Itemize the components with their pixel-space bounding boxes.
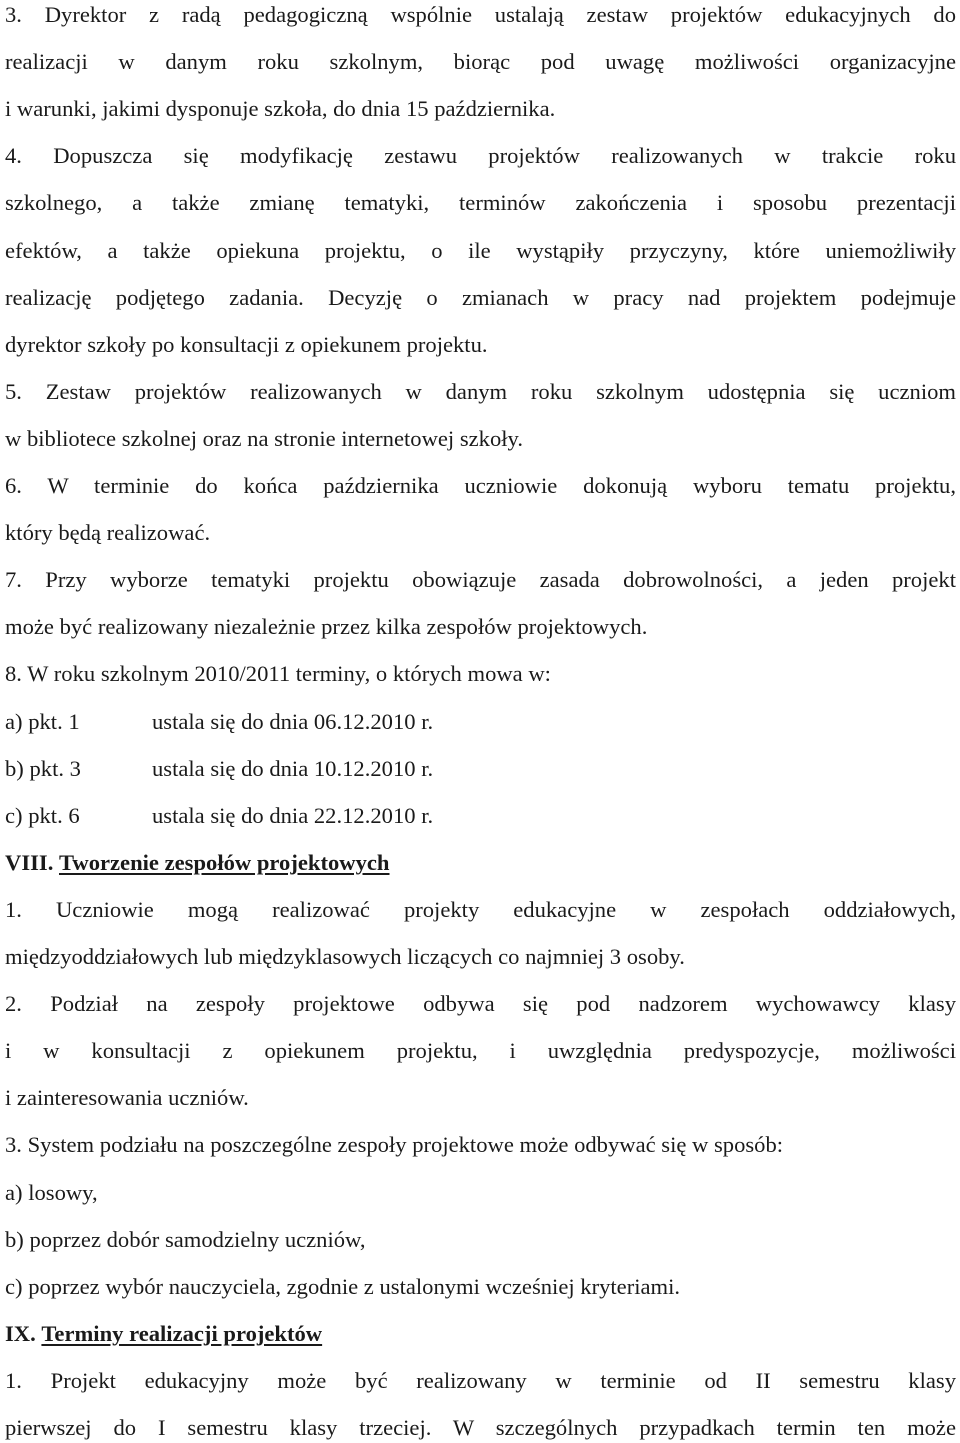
text-line: 4. Dopuszcza się modyfikację zestawu projektów realizowanych w trakcie roku <box>5 143 956 169</box>
text-line: i w konsultacji z opiekunem projektu, i uwzględnia predyspozycje, możliwości <box>5 1038 956 1064</box>
text-line: 5. Zestaw projektów realizowanych w danym roku szkolnym udostępnia się uczniom <box>5 378 956 404</box>
schedule-value: ustala się do dnia 10.12.2010 r. <box>152 755 434 781</box>
text-line: 2. Podział na zespoły projektowe odbywa się pod nadzorem wychowawcy klasy <box>5 991 956 1017</box>
section-title: Terminy realizacji projektów <box>41 1320 323 1346</box>
text-line: 1. Uczniowie mogą realizować projekty edukacyjne w zespołach oddziałowych, <box>5 896 956 922</box>
schedule-row <box>5 754 956 784</box>
text-line: realizację podjętego zadania. Decyzję o zmianach w pracy nad projektem podejmuje <box>5 284 956 310</box>
section-title: Tworzenie zespołów projektowych <box>59 849 390 875</box>
schedule-label: b) pkt. 3 <box>5 755 81 781</box>
text-line: dyrektor szkoły po konsultacji z opiekunem projektu. <box>5 331 488 357</box>
schedule-value: ustala się do dnia 22.12.2010 r. <box>152 802 434 828</box>
text-line: który będą realizować. <box>5 520 211 546</box>
text-line: efektów, a także opiekuna projektu, o ile wystąpiły przyczyny, które uniemożliwiły <box>5 237 956 263</box>
text-line: i zainteresowania uczniów. <box>5 1085 249 1111</box>
text-line: 3. System podziału na poszczególne zespoły projektowe może odbywać się w sposób: <box>5 1132 784 1158</box>
section-number: IX. <box>5 1320 36 1346</box>
schedule-value: ustala się do dnia 06.12.2010 r. <box>152 708 434 734</box>
text-line: b) poprzez dobór samodzielny uczniów, <box>5 1226 366 1252</box>
schedule-label: a) pkt. 1 <box>5 708 80 734</box>
text-line: w bibliotece szkolnej oraz na stronie internetowej szkoły. <box>5 425 524 451</box>
schedule-row <box>5 801 956 831</box>
schedule-label: c) pkt. 6 <box>5 802 80 828</box>
text-line: 8. W roku szkolnym 2010/2011 terminy, o których mowa w: <box>5 661 551 687</box>
section-heading-ix <box>5 1319 956 1349</box>
section-heading-viii <box>5 848 956 878</box>
text-line: c) poprzez wybór nauczyciela, zgodnie z ustalonymi wcześniej kryteriami. <box>5 1273 681 1299</box>
text-line: i warunki, jakimi dysponuje szkoła, do dnia 15 października. <box>5 96 556 122</box>
section-number: VIII. <box>5 849 54 875</box>
text-line: 3. Dyrektor z radą pedagogiczną wspólnie ustalają zestaw projektów edukacyjnych do <box>5 2 956 27</box>
text-line: 6. W terminie do końca października uczniowie dokonują wyboru tematu projektu, <box>5 473 956 498</box>
text-line: 7. Przy wyborze tematyki projektu obowiązuje zasada dobrowolności, a jeden projekt <box>5 567 956 593</box>
text-line: szkolnego, a także zmianę tematyki, terminów zakończenia i sposobu prezentacji <box>5 190 956 216</box>
text-line: 1. Projekt edukacyjny może być realizowany w terminie od II semestru klasy <box>5 1367 956 1393</box>
text-line: pierwszej do I semestru klasy trzeciej. W szczególnych przypadkach termin ten może <box>5 1415 956 1440</box>
text-line: może być realizowany niezależnie przez kilka zespołów projektowych. <box>5 614 648 640</box>
text-line: a) losowy, <box>5 1179 98 1205</box>
schedule-row <box>5 707 956 737</box>
text-line: międzyoddziałowych lub międzyklasowych liczących co najmniej 3 osoby. <box>5 944 685 969</box>
text-line: realizacji w danym roku szkolnym, biorąc pod uwagę możliwości organizacyjne <box>5 49 956 75</box>
